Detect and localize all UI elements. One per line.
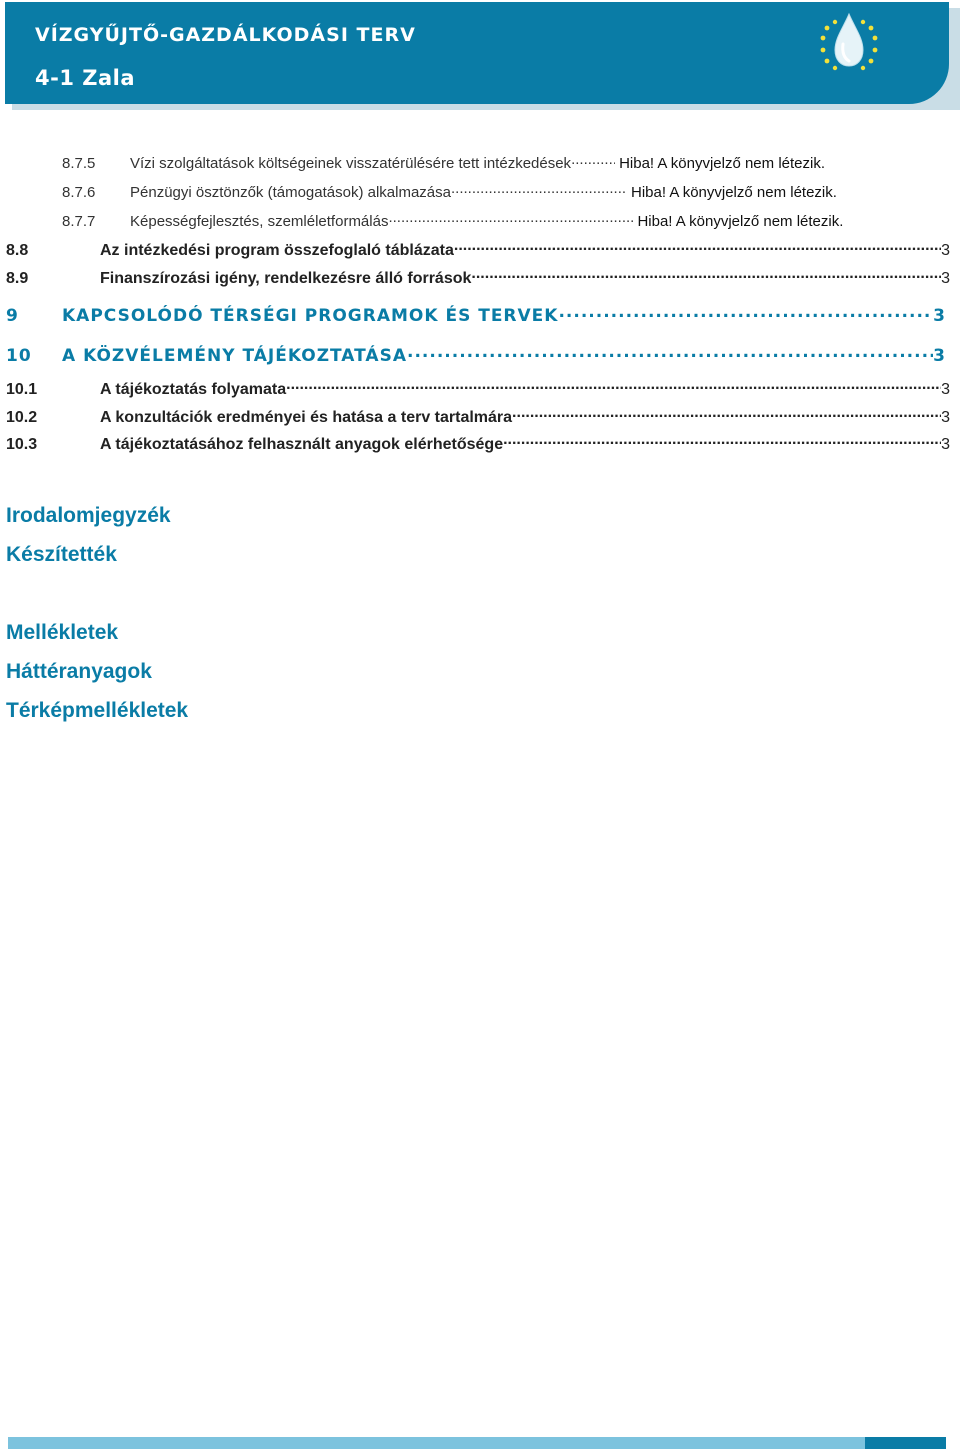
document-title: VÍZGYŰJTŐ-GAZDÁLKODÁSI TERV bbox=[35, 24, 416, 46]
toc-number: 10.2 bbox=[6, 408, 38, 426]
toc-leader-dots bbox=[388, 209, 633, 226]
toc-leader-dots bbox=[558, 302, 933, 321]
toc-leader-dots bbox=[471, 265, 941, 283]
toc-title: Pénzügyi ösztönzők (támogatások) alkalmazása bbox=[130, 183, 451, 201]
toc-title: A konzultációk eredményei és hatása a terv tartalmára bbox=[100, 408, 513, 426]
toc-entry-10-3[interactable] bbox=[0, 431, 960, 454]
toc-entry-10[interactable] bbox=[0, 342, 960, 366]
toc-entry-8-7-7[interactable] bbox=[0, 209, 960, 230]
toc-bookmark-error: Hiba! A könyvjelző nem létezik. bbox=[637, 212, 844, 230]
background-materials-heading: Háttéranyagok bbox=[6, 660, 152, 683]
water-drop-eu-logo-icon bbox=[813, 8, 885, 78]
toc-title: A tájékoztatás folyamata bbox=[100, 380, 287, 398]
map-annexes-heading: Térképmellékletek bbox=[6, 699, 189, 722]
toc-entry-10-2[interactable] bbox=[0, 404, 960, 427]
toc-leader-dots bbox=[503, 431, 941, 449]
toc-title: Képességfejlesztés, szemléletformálás bbox=[130, 212, 389, 230]
toc-leader-dots bbox=[407, 342, 933, 361]
toc-entry-10-1[interactable] bbox=[0, 376, 960, 399]
toc-entry-9[interactable] bbox=[0, 302, 960, 326]
toc-page-number: 3 bbox=[941, 408, 950, 426]
toc-leader-dots bbox=[286, 376, 941, 394]
toc-title: Vízi szolgáltatások költségeinek visszatérülésére tett intézkedések bbox=[130, 154, 572, 172]
toc-entry-8-9[interactable] bbox=[0, 265, 960, 288]
document-subtitle: 4-1 Zala bbox=[35, 66, 136, 90]
bibliography-heading: Irodalomjegyzék bbox=[6, 504, 171, 527]
toc-page-number: 3 bbox=[941, 435, 950, 453]
toc-leader-dots bbox=[454, 237, 941, 255]
toc-leader-dots bbox=[451, 180, 627, 197]
toc-entry-8-7-5[interactable] bbox=[0, 151, 960, 172]
toc-leader-dots bbox=[512, 404, 941, 422]
toc-number: 9 bbox=[6, 305, 19, 326]
toc-title: Az intézkedési program összefoglaló táblázata bbox=[100, 241, 454, 259]
toc-number: 8.7.6 bbox=[62, 183, 96, 201]
toc-entry-8-8[interactable] bbox=[0, 237, 960, 260]
toc-title: KAPCSOLÓDÓ TÉRSÉGI PROGRAMOK ÉS TERVEK bbox=[62, 305, 559, 326]
toc-leader-dots bbox=[571, 151, 615, 168]
toc-entry-8-7-6[interactable] bbox=[0, 180, 960, 201]
toc-number: 10.1 bbox=[6, 380, 38, 398]
toc-page-number: 3 bbox=[933, 305, 946, 326]
toc-title: A tájékoztatásához felhasznált anyagok elérhetősége bbox=[100, 435, 504, 453]
toc-page-number: 3 bbox=[933, 345, 946, 366]
toc-title: A KÖZVÉLEMÉNY TÁJÉKOZTATÁSA bbox=[62, 345, 407, 366]
toc-number: 10.3 bbox=[6, 435, 38, 453]
toc-bookmark-error: Hiba! A könyvjelző nem létezik. bbox=[631, 183, 837, 201]
authors-heading: Készítették bbox=[6, 543, 117, 566]
toc-title: Finanszírozási igény, rendelkezésre álló források bbox=[100, 269, 472, 287]
toc-page-number: 3 bbox=[941, 380, 950, 398]
toc-page-number: 3 bbox=[941, 269, 950, 287]
footer-bar bbox=[8, 1437, 946, 1449]
toc-bookmark-error: Hiba! A könyvjelző nem létezik. bbox=[619, 154, 825, 172]
toc-number: 10 bbox=[6, 345, 32, 366]
footer-bar-accent bbox=[865, 1437, 946, 1449]
toc-page-number: 3 bbox=[941, 241, 950, 259]
toc-number: 8.8 bbox=[6, 241, 29, 259]
annexes-heading: Mellékletek bbox=[6, 621, 119, 644]
toc-number: 8.9 bbox=[6, 269, 29, 287]
toc-number: 8.7.7 bbox=[62, 212, 96, 230]
header-banner bbox=[5, 2, 949, 104]
toc-number: 8.7.5 bbox=[62, 154, 96, 172]
